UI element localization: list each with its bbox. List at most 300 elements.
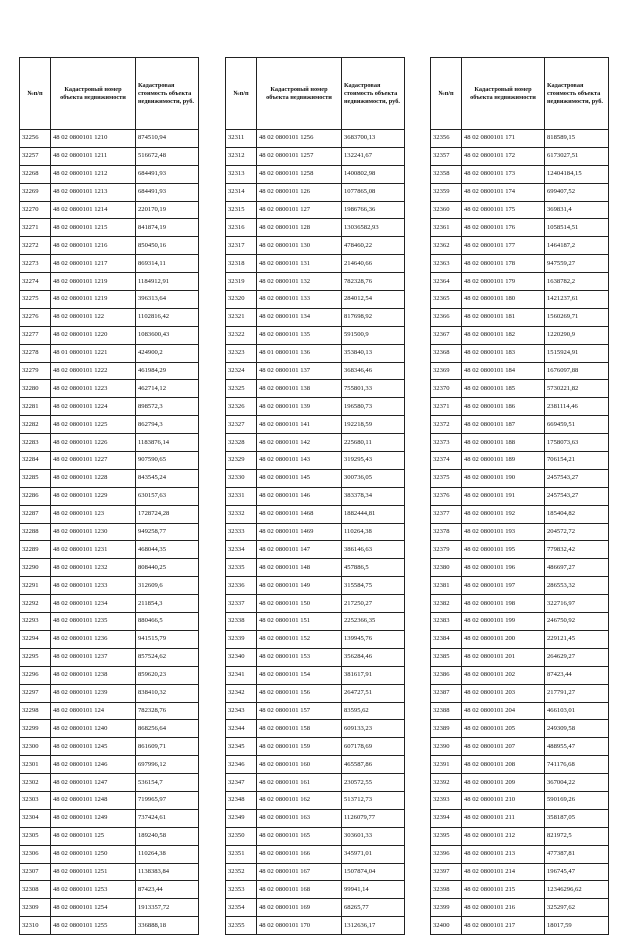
table-row — [20, 577, 199, 595]
cadastral-cost: 898572,3 — [136, 398, 199, 416]
table-row — [20, 398, 199, 416]
cadastral-cost: 949258,77 — [136, 523, 199, 541]
cadastral-number: 48 02 0800101 169 — [257, 899, 342, 917]
cadastral-number: 48 02 0800101 159 — [257, 738, 342, 756]
header-number: №п/п — [431, 58, 462, 130]
cadastral-cost: 1507874,04 — [342, 863, 405, 881]
row-number: 32297 — [20, 684, 51, 702]
row-number: 32334 — [226, 541, 257, 559]
cadastral-number: 48 02 0800101 1257 — [257, 147, 342, 165]
table-row — [20, 165, 199, 183]
cadastral-number: 48 02 0800101 1255 — [51, 917, 136, 935]
table-row — [431, 702, 609, 720]
cadastral-cost: 706154,21 — [545, 452, 609, 470]
table-row — [431, 523, 609, 541]
table-row — [431, 165, 609, 183]
row-number: 32357 — [431, 147, 462, 165]
cadastral-cost: 1058514,51 — [545, 219, 609, 237]
cadastral-cost: 368346,46 — [342, 362, 405, 380]
cadastral-cost: 630157,63 — [136, 487, 199, 505]
cadastral-cost: 2457543,27 — [545, 469, 609, 487]
row-number: 32343 — [226, 702, 257, 720]
row-number: 32337 — [226, 595, 257, 613]
table-row — [431, 344, 609, 362]
cadastral-number: 48 02 0800101 1229 — [51, 487, 136, 505]
table-row — [20, 469, 199, 487]
cadastral-cost: 204572,72 — [545, 523, 609, 541]
table-row — [20, 523, 199, 541]
row-number: 32321 — [226, 308, 257, 326]
cadastral-number: 48 02 0800101 209 — [462, 774, 545, 792]
table-row — [20, 720, 199, 738]
cadastral-cost: 1102816,42 — [136, 308, 199, 326]
table-row — [20, 791, 199, 809]
cadastral-number: 48 02 0800101 1253 — [51, 881, 136, 899]
cadastral-cost: 857524,62 — [136, 648, 199, 666]
cadastral-cost: 132241,67 — [342, 147, 405, 165]
row-number: 32322 — [226, 326, 257, 344]
cadastral-number: 48 02 0800101 166 — [257, 845, 342, 863]
cadastral-cost: 6173027,51 — [545, 147, 609, 165]
row-number: 32339 — [226, 630, 257, 648]
header-cadastral-number: Кадастровый номер объекта недвижимости — [51, 58, 136, 130]
cadastral-cost: 312609,6 — [136, 577, 199, 595]
cadastral-number: 48 02 0800101 1226 — [51, 434, 136, 452]
cadastral-cost: 1138383,84 — [136, 863, 199, 881]
table-row — [20, 434, 199, 452]
cadastral-number: 48 02 0800101 1228 — [51, 469, 136, 487]
cadastral-cost: 699407,52 — [545, 183, 609, 201]
cadastral-cost: 230572,55 — [342, 774, 405, 792]
cadastral-cost: 264629,27 — [545, 648, 609, 666]
row-number: 32280 — [20, 380, 51, 398]
cadastral-number: 48 02 0800101 145 — [257, 469, 342, 487]
cadastral-cost: 87423,44 — [136, 881, 199, 899]
cadastral-number: 48 02 0800101 184 — [462, 362, 545, 380]
cadastral-number: 48 02 0800101 134 — [257, 308, 342, 326]
header-cadastral-cost: Кадастровая стоимость объекта недвижимости, руб. — [545, 58, 609, 130]
cadastral-number: 48 02 0800101 161 — [257, 774, 342, 792]
cadastral-cost: 1077865,08 — [342, 183, 405, 201]
cadastral-cost: 782328,76 — [136, 702, 199, 720]
cadastral-number: 48 02 0800101 192 — [462, 505, 545, 523]
cadastral-number: 48 02 0800101 205 — [462, 720, 545, 738]
table-row — [226, 845, 405, 863]
cadastral-number: 48 02 0800101 217 — [462, 917, 545, 935]
cadastral-cost: 697996,12 — [136, 756, 199, 774]
cadastral-cost: 87423,44 — [545, 666, 609, 684]
table-row — [431, 147, 609, 165]
table-row — [431, 398, 609, 416]
table-row — [431, 666, 609, 684]
cadastral-number: 48 02 0800101 156 — [257, 684, 342, 702]
cadastral-cost: 874510,94 — [136, 130, 199, 148]
row-number: 32293 — [20, 613, 51, 631]
row-number: 32342 — [226, 684, 257, 702]
cadastral-cost: 684491,93 — [136, 183, 199, 201]
cadastral-cost: 684491,93 — [136, 165, 199, 183]
cadastral-cost: 1220290,9 — [545, 326, 609, 344]
cadastral-number: 48 02 0800101 1230 — [51, 523, 136, 541]
cadastral-number: 48 02 0800101 1227 — [51, 452, 136, 470]
cadastral-number: 48 02 0800101 202 — [462, 666, 545, 684]
cadastral-cost: 345971,01 — [342, 845, 405, 863]
row-number: 32341 — [226, 666, 257, 684]
cadastral-number: 48 02 0800101 1469 — [257, 523, 342, 541]
table-row — [226, 738, 405, 756]
row-number: 32371 — [431, 398, 462, 416]
cadastral-number: 48 02 0800101 177 — [462, 237, 545, 255]
table-row — [226, 219, 405, 237]
table-row — [431, 684, 609, 702]
cadastral-number: 48 02 0800101 190 — [462, 469, 545, 487]
table-row — [431, 469, 609, 487]
cadastral-number: 48 02 0800101 139 — [257, 398, 342, 416]
row-number: 32340 — [226, 648, 257, 666]
cadastral-cost: 196745,47 — [545, 863, 609, 881]
table-row — [226, 326, 405, 344]
cadastral-number: 48 02 0800101 185 — [462, 380, 545, 398]
cadastral-cost: 466103,01 — [545, 702, 609, 720]
table-row — [431, 380, 609, 398]
cadastral-cost: 189240,58 — [136, 827, 199, 845]
row-number: 32287 — [20, 505, 51, 523]
table-row — [431, 613, 609, 631]
row-number: 32335 — [226, 559, 257, 577]
cadastral-cost: 284012,54 — [342, 291, 405, 309]
cadastral-cost: 12346296,62 — [545, 881, 609, 899]
cadastral-cost: 286553,32 — [545, 577, 609, 595]
cadastral-cost: 303601,33 — [342, 827, 405, 845]
cadastral-number: 48 02 0800101 1245 — [51, 738, 136, 756]
table-row — [431, 774, 609, 792]
row-number: 32353 — [226, 881, 257, 899]
cadastral-number: 48 02 0800101 191 — [462, 487, 545, 505]
table-row — [431, 630, 609, 648]
table-row — [20, 201, 199, 219]
cadastral-cost: 486697,27 — [545, 559, 609, 577]
row-number: 32325 — [226, 380, 257, 398]
row-number: 32282 — [20, 416, 51, 434]
cadastral-cost: 1083600,43 — [136, 326, 199, 344]
cadastral-number: 48 02 0800101 200 — [462, 630, 545, 648]
row-number: 32281 — [20, 398, 51, 416]
cadastral-cost: 821972,5 — [545, 827, 609, 845]
cadastral-cost: 2252366,35 — [342, 613, 405, 631]
cadastral-cost: 3683700,13 — [342, 130, 405, 148]
cadastral-cost: 315584,75 — [342, 577, 405, 595]
table-row — [431, 577, 609, 595]
cadastral-cost: 1126079,77 — [342, 809, 405, 827]
table-row — [431, 130, 609, 148]
table-row — [431, 291, 609, 309]
table-row — [20, 273, 199, 291]
cadastral-cost: 5730221,82 — [545, 380, 609, 398]
table-row — [226, 613, 405, 631]
row-number: 32338 — [226, 613, 257, 631]
cadastral-number: 48 02 0800101 210 — [462, 791, 545, 809]
cadastral-number: 48 02 0800101 172 — [462, 147, 545, 165]
cadastral-number: 48 02 0800101 188 — [462, 434, 545, 452]
cadastral-number: 48 02 0800101 153 — [257, 648, 342, 666]
row-number: 32374 — [431, 452, 462, 470]
row-number: 32350 — [226, 827, 257, 845]
row-number: 32276 — [20, 308, 51, 326]
row-number: 32304 — [20, 809, 51, 827]
cadastral-number: 48 02 0800101 1234 — [51, 595, 136, 613]
row-number: 32358 — [431, 165, 462, 183]
table-row — [431, 881, 609, 899]
cadastral-number: 48 02 0800101 197 — [462, 577, 545, 595]
table-row — [431, 595, 609, 613]
cadastral-cost: 591500,9 — [342, 326, 405, 344]
row-number: 32301 — [20, 756, 51, 774]
cadastral-number: 48 02 0800101 146 — [257, 487, 342, 505]
cadastral-number: 48 02 0800101 1254 — [51, 899, 136, 917]
table-row — [20, 648, 199, 666]
cadastral-number: 48 02 0800101 1232 — [51, 559, 136, 577]
table-row — [226, 809, 405, 827]
cadastral-number: 48 02 0800101 165 — [257, 827, 342, 845]
cadastral-cost: 1986766,36 — [342, 201, 405, 219]
cadastral-number: 48 02 0800101 150 — [257, 595, 342, 613]
cadastral-cost: 217250,27 — [342, 595, 405, 613]
cadastral-number: 48 02 0800101 187 — [462, 416, 545, 434]
cadastral-cost: 841874,19 — [136, 219, 199, 237]
cadastral-number: 48 02 0800101 1249 — [51, 809, 136, 827]
cadastral-cost: 457886,5 — [342, 559, 405, 577]
row-number: 32277 — [20, 326, 51, 344]
cadastral-cost: 386146,63 — [342, 541, 405, 559]
table-row — [226, 881, 405, 899]
table-row — [431, 219, 609, 237]
cadastral-cost: 68265,77 — [342, 899, 405, 917]
cadastral-cost: 719965,97 — [136, 791, 199, 809]
table-row — [431, 183, 609, 201]
cadastral-cost: 1184912,91 — [136, 273, 199, 291]
row-number: 32329 — [226, 452, 257, 470]
table-row — [226, 559, 405, 577]
table-row — [226, 452, 405, 470]
table-row — [20, 308, 199, 326]
cadastral-number: 48 02 0800101 1239 — [51, 684, 136, 702]
row-number: 32283 — [20, 434, 51, 452]
cadastral-number: 48 02 0800101 1250 — [51, 845, 136, 863]
cadastral-cost: 941515,79 — [136, 630, 199, 648]
row-number: 32272 — [20, 237, 51, 255]
cadastral-cost: 1464187,2 — [545, 237, 609, 255]
cadastral-number: 48 02 0800101 193 — [462, 523, 545, 541]
cadastral-cost: 1913357,72 — [136, 899, 199, 917]
cadastral-number: 48 02 0800101 122 — [51, 308, 136, 326]
table-row — [226, 201, 405, 219]
table-row — [20, 541, 199, 559]
table-row — [226, 469, 405, 487]
cadastral-cost: 808440,25 — [136, 559, 199, 577]
cadastral-number: 48 02 0800101 152 — [257, 630, 342, 648]
cadastral-number: 48 02 0800101 179 — [462, 273, 545, 291]
cadastral-number: 48 02 0800101 132 — [257, 273, 342, 291]
row-number: 32327 — [226, 416, 257, 434]
cadastral-number: 48 02 0800101 1211 — [51, 147, 136, 165]
table-row — [20, 881, 199, 899]
row-number: 32346 — [226, 756, 257, 774]
row-number: 32299 — [20, 720, 51, 738]
cadastral-number: 48 02 0800101 204 — [462, 702, 545, 720]
cadastral-number: 48 02 0800101 1246 — [51, 756, 136, 774]
table-row — [226, 237, 405, 255]
row-number: 32309 — [20, 899, 51, 917]
table-row — [226, 863, 405, 881]
cadastral-cost: 741176,68 — [545, 756, 609, 774]
row-number: 32317 — [226, 237, 257, 255]
cadastral-cost: 1312636,17 — [342, 917, 405, 935]
cadastral-number: 48 02 0800101 1468 — [257, 505, 342, 523]
cadastral-number: 48 02 0800101 171 — [462, 130, 545, 148]
cadastral-cost: 755801,33 — [342, 380, 405, 398]
table-row — [20, 362, 199, 380]
row-number: 32366 — [431, 308, 462, 326]
table-row — [431, 487, 609, 505]
cadastral-cost: 861609,71 — [136, 738, 199, 756]
row-number: 32345 — [226, 738, 257, 756]
table-row — [226, 291, 405, 309]
row-number: 32387 — [431, 684, 462, 702]
table-row — [226, 899, 405, 917]
table-row — [226, 774, 405, 792]
table-row — [226, 344, 405, 362]
table-row — [431, 308, 609, 326]
cadastral-cost: 192218,59 — [342, 416, 405, 434]
cadastral-number: 48 02 0800101 163 — [257, 809, 342, 827]
row-number: 32307 — [20, 863, 51, 881]
row-number: 32365 — [431, 291, 462, 309]
table-row — [226, 684, 405, 702]
cadastral-number: 48 02 0800101 1237 — [51, 648, 136, 666]
cadastral-cost: 396313,64 — [136, 291, 199, 309]
cadastral-cost: 1560269,71 — [545, 308, 609, 326]
table-row — [226, 541, 405, 559]
cadastral-number: 48 02 0800101 162 — [257, 791, 342, 809]
cadastral-number: 48 02 0800101 167 — [257, 863, 342, 881]
row-number: 32373 — [431, 434, 462, 452]
cadastral-cost: 838410,32 — [136, 684, 199, 702]
cadastral-cost: 669459,51 — [545, 416, 609, 434]
row-number: 32351 — [226, 845, 257, 863]
row-number: 32375 — [431, 469, 462, 487]
row-number: 32382 — [431, 595, 462, 613]
row-number: 32385 — [431, 648, 462, 666]
table-row — [20, 630, 199, 648]
table-row — [431, 863, 609, 881]
cadastral-number: 48 02 0800101 125 — [51, 827, 136, 845]
row-number: 32333 — [226, 523, 257, 541]
cadastral-cost: 1421237,61 — [545, 291, 609, 309]
table-row — [20, 487, 199, 505]
table-row — [20, 130, 199, 148]
row-number: 32368 — [431, 344, 462, 362]
table-row — [226, 165, 405, 183]
cadastral-cost: 462714,12 — [136, 380, 199, 398]
row-number: 32320 — [226, 291, 257, 309]
cadastral-number: 48 02 0800101 123 — [51, 505, 136, 523]
row-number: 32330 — [226, 469, 257, 487]
cadastral-number: 48 02 0800101 1240 — [51, 720, 136, 738]
cadastral-number: 48 02 0800101 1238 — [51, 666, 136, 684]
row-number: 32323 — [226, 344, 257, 362]
cadastral-number: 48 02 0800101 131 — [257, 255, 342, 273]
row-number: 32278 — [20, 344, 51, 362]
cadastral-number: 48 02 0800101 138 — [257, 380, 342, 398]
cadastral-number: 48 02 0800101 198 — [462, 595, 545, 613]
cadastral-cost: 214640,66 — [342, 255, 405, 273]
cadastral-cost: 225680,11 — [342, 434, 405, 452]
table-row — [431, 452, 609, 470]
cadastral-number: 48 02 0800101 147 — [257, 541, 342, 559]
cadastral-cost: 249309,58 — [545, 720, 609, 738]
table-row — [20, 845, 199, 863]
table-row — [20, 452, 199, 470]
table-row — [431, 255, 609, 273]
table-row — [431, 416, 609, 434]
cadastral-cost: 211854,3 — [136, 595, 199, 613]
cadastral-cost: 264727,51 — [342, 684, 405, 702]
cadastral-number: 48 02 0800101 1235 — [51, 613, 136, 631]
table-row — [226, 756, 405, 774]
cadastral-cost: 465587,86 — [342, 756, 405, 774]
cadastral-cost: 590169,26 — [545, 791, 609, 809]
table-row — [431, 756, 609, 774]
cadastral-cost: 83595,62 — [342, 702, 405, 720]
cadastral-number: 48 02 0800101 1223 — [51, 380, 136, 398]
row-number: 32316 — [226, 219, 257, 237]
row-number: 32284 — [20, 452, 51, 470]
table-row — [226, 416, 405, 434]
row-number: 32273 — [20, 255, 51, 273]
row-number: 32379 — [431, 541, 462, 559]
cadastral-cost: 369831,4 — [545, 201, 609, 219]
cadastral-cost: 843545,24 — [136, 469, 199, 487]
table-row — [20, 613, 199, 631]
table-row — [226, 362, 405, 380]
cadastral-number: 48 02 0800101 1212 — [51, 165, 136, 183]
cadastral-number: 48 02 0800101 1225 — [51, 416, 136, 434]
cadastral-cost: 18017,59 — [545, 917, 609, 935]
cadastral-number: 48 02 0800101 207 — [462, 738, 545, 756]
table-row — [20, 237, 199, 255]
cadastral-number: 48 02 0800101 199 — [462, 613, 545, 631]
cadastral-number: 48 02 0800101 1247 — [51, 774, 136, 792]
table-row — [20, 827, 199, 845]
table-row — [431, 505, 609, 523]
cadastral-cost: 367004,22 — [545, 774, 609, 792]
cadastral-number: 48 02 0800101 181 — [462, 308, 545, 326]
table-row — [431, 559, 609, 577]
row-number: 32315 — [226, 201, 257, 219]
row-number: 32349 — [226, 809, 257, 827]
table-row — [226, 273, 405, 291]
table-row — [226, 523, 405, 541]
row-number: 32326 — [226, 398, 257, 416]
cadastral-cost: 1728724,28 — [136, 505, 199, 523]
row-number: 32269 — [20, 183, 51, 201]
cadastral-cost: 381617,91 — [342, 666, 405, 684]
row-number: 32388 — [431, 702, 462, 720]
cadastral-number: 48 02 0800101 128 — [257, 219, 342, 237]
row-number: 32286 — [20, 487, 51, 505]
table-row — [226, 505, 405, 523]
cadastral-number: 48 02 0800101 143 — [257, 452, 342, 470]
